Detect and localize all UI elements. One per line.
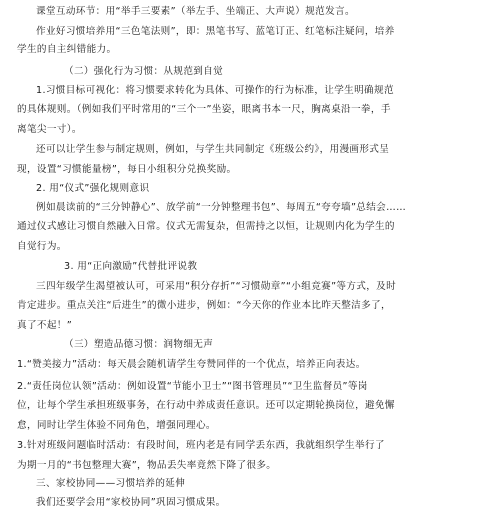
paragraph-line: 通过仪式感让习惯自然融入日常。仪式无需复杂，但需持之以恒，让规则内化为学生的 — [17, 221, 395, 232]
paragraph-line: 现，设置“习惯能量榜”，每日小组积分兑换奖励。 — [17, 164, 237, 175]
paragraph-line: 的具体规则。（例如我们平时常用的“三个一”坐姿，眼离书本一尺，胸离桌沿一拳，手 — [17, 104, 391, 115]
paragraph-line: 2.“责任岗位认领”活动：例如设置“节能小卫士”“图书管理员”“卫生监督员”等岗 — [17, 381, 368, 392]
section-heading: （三）塑造品德习惯：润物细无声 — [64, 339, 214, 350]
paragraph-line: 例如晨读前的“三分钟静心”、放学前“一分钟整理书包”、每周五“夸夸墙”总结会…… — [36, 202, 407, 213]
paragraph-line: 为期一月的“书包整理大赛”，物品丢失率竟然下降了很多。 — [17, 460, 277, 471]
paragraph-line: 3.针对班级问题临时活动：有段时间，班内老是有同学丢东西，我就组织学生举行了 — [17, 440, 385, 451]
subsection-heading: 3. 用“正向激励”代替批评说教 — [64, 261, 198, 272]
paragraph-line: 怠，同时让学生体验不同角色，增强同理心。 — [17, 420, 216, 431]
paragraph-line: 三四年级学生渴望被认可，可采用“积分存折”“习惯勋章”“小组竞赛”等方式，及时 — [36, 281, 397, 292]
paragraph-line: 自觉行为。 — [17, 241, 67, 252]
paragraph-line: 还可以让学生参与制定规则，例如，与学生共同制定《班级公约》，用漫画形式呈 — [36, 144, 390, 155]
paragraph-line: 课堂互动环节：用“举手三要素”（举左手、坐端正、大声说）规范发言。 — [36, 6, 355, 17]
paragraph-line: 学生的自主纠错能力。 — [17, 44, 117, 55]
section-heading: （二）强化行为习惯：从规范到自觉 — [64, 66, 224, 77]
paragraph-line: 我们还要学会用“家校协同”巩固习惯成果。 — [36, 497, 226, 508]
paragraph-line: 位，让每个学生承担班级事务，在行动中养成责任意识。还可以定期轮换岗位，避免懈 — [17, 400, 395, 411]
paragraph-line: 肯定进步。重点关注“后进生”的微小进步，例如：“今天你的作业本比昨天整洁多了， — [17, 300, 391, 311]
subsection-heading: 2. 用“仪式”强化规则意识 — [36, 183, 150, 194]
paragraph-line: 1.习惯目标可视化：将习惯要求转化为具体、可操作的行为标准，让学生明确规范 — [36, 85, 394, 96]
paragraph-line: 1.“赞美接力”活动：每天晨会随机请学生夸赞同伴的一个优点，培养正向表达。 — [17, 359, 366, 370]
chapter-heading: 三、家校协同——习惯培养的延伸 — [36, 478, 186, 489]
paragraph-line: 真了不起！” — [17, 320, 73, 331]
paragraph-line: 作业好习惯培养用“三色笔法则”，即：黑笔书写、蓝笔订正、红笔标注疑问，培养 — [36, 26, 395, 37]
paragraph-line: 离笔尖一寸）。 — [17, 124, 82, 135]
